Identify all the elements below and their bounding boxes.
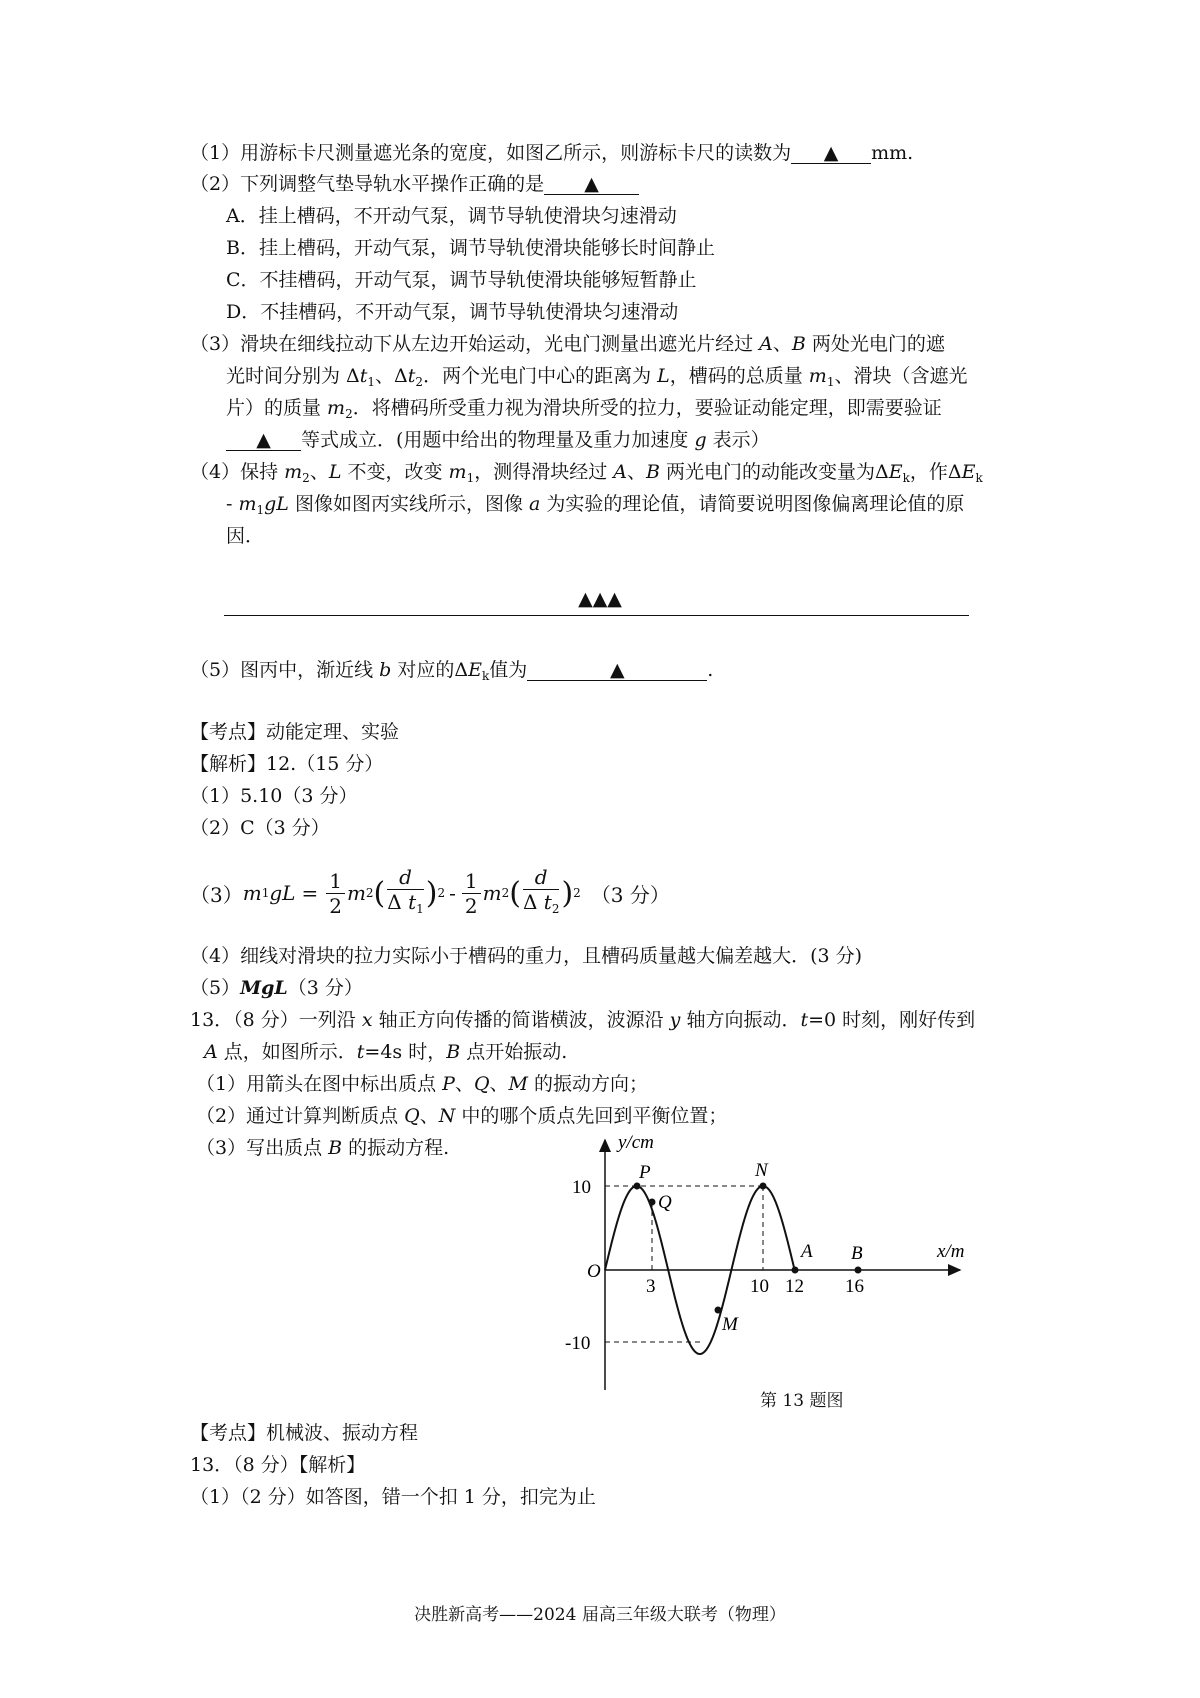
q12-part3-line4: ▲ 等式成立．(用题中给出的物理量及重力加速度 g 表示）: [226, 427, 770, 453]
q12-part4-line2: - $m_1gL$ 图像如图丙实线所示，图像 a 为实验的理论值，请简要说明图像偏离理论值的原: [226, 493, 965, 517]
point-a: [792, 1267, 799, 1274]
figure-caption: 第 13 题图: [760, 1391, 844, 1411]
q13-sub1: （1）用箭头在图中标出质点 P、Q、M 的振动方向；: [196, 1073, 649, 1095]
x-tick-16: 16: [845, 1276, 864, 1297]
q12-part4-line3: 因．: [226, 525, 265, 547]
y-axis-label: y/cm: [618, 1132, 654, 1153]
y-tick-10: 10: [572, 1177, 591, 1198]
option-a: A．挂上槽码，不开动气泵，调节导轨使滑块匀速滑动: [226, 205, 677, 227]
sol12-kaodian: 【考点】动能定理、实验: [190, 721, 400, 743]
point-n: [760, 1183, 767, 1190]
point-q: [649, 1199, 656, 1206]
label-p: P: [639, 1162, 651, 1183]
q12-part3-line3: 片）的质量 $m_2$．将槽码所受重力视为滑块所受的拉力，要验证动能定理，即需要验证: [226, 397, 942, 421]
q12-part2: （2）下列调整气垫导轨水平操作正确的是 ▲: [190, 171, 639, 197]
point-b: [855, 1267, 862, 1274]
sol12-a3-formula: （3） m 1 gL = $\frac{1}{2}$ m 2 ( $\frac{d}{\Delta t_1}$ ) 2 - $\frac{1}{2}$ m 2 ( $\frac{d}{\Delta t_2}$ ) 2 （3 分）: [190, 865, 670, 918]
sol12-jiexi: 【解析】12.（15 分）: [190, 753, 384, 775]
q12-part5: （5）图丙中，渐近线 b 对应的$\Delta E_k$值为 ▲ .: [190, 659, 714, 683]
q12-part4-line1: （4）保持 $m_2$、L 不变，改变 $m_1$，测得滑块经过 A、B 两光电门的动能改变量为$\Delta E_k$，作$\Delta E_k$: [190, 461, 983, 485]
q12-part3-line1: （3）滑块在细线拉动下从左边开始运动，光电门测量出遮光片经过 A、B 两处光电门的遮: [190, 333, 945, 355]
wave-figure: [560, 1130, 980, 1390]
q12-part3-line2: 光时间分别为 $\Delta t_1$、$\Delta t_2$．两个光电门中心的距离为 L，槽码的总质量 $m_1$、滑块（含遮光: [226, 365, 968, 389]
point-p: [634, 1183, 641, 1190]
label-a: A: [801, 1241, 813, 1262]
x-tick-12: 12: [785, 1276, 804, 1297]
point-m: [715, 1307, 722, 1314]
label-n: N: [755, 1160, 768, 1181]
q13-line2: A 点，如图所示．t=4s 时，B 点开始振动.: [204, 1041, 568, 1063]
y-tick-neg10: -10: [565, 1333, 591, 1354]
x-tick-3: 3: [646, 1276, 656, 1297]
sol12-a1: （1）5.10（3 分）: [190, 785, 358, 807]
q13-sub2: （2）通过计算判断质点 Q、N 中的哪个质点先回到平衡位置；: [196, 1105, 728, 1127]
label-m: M: [722, 1314, 738, 1335]
option-b: B．挂上槽码，开动气泵，调节导轨使滑块能够长时间静止: [226, 237, 715, 259]
q13-line1: 13．（8 分）一列沿 x 轴正方向传播的简谐横波，波源沿 y 轴方向振动．t=0 时刻，刚好传到: [190, 1009, 976, 1031]
option-d: D．不挂槽码，不开动气泵，调节导轨使滑块匀速滑动: [226, 301, 679, 323]
page-footer: 决胜新高考——2024 届高三年级大联考（物理）: [414, 1605, 786, 1625]
answer-blank: ▲: [527, 660, 707, 681]
sol12-a2: （2）C（3 分）: [190, 817, 330, 839]
label-q: Q: [658, 1192, 672, 1213]
sol12-a4: （4）细线对滑块的拉力实际小于槽码的重力，且槽码质量越大偏差越大．(3 分): [190, 945, 863, 967]
answer-blank: ▲: [791, 143, 871, 164]
x-axis-label: x/m: [937, 1241, 965, 1262]
answer-blank: ▲: [226, 430, 301, 451]
sol13-kaodian: 【考点】机械波、振动方程: [190, 1422, 419, 1444]
sol13-head: 13．（8 分）【解析】: [190, 1454, 366, 1476]
option-c: C．不挂槽码，开动气泵，调节导轨使滑块能够短暂静止: [226, 269, 697, 291]
answer-marks: ▲▲▲: [578, 588, 622, 610]
origin-label: O: [587, 1261, 601, 1282]
q13-sub3: （3）写出质点 B 的振动方程.: [196, 1137, 450, 1159]
sol12-a5: （5）MgL（3 分）: [190, 977, 363, 999]
label-b: B: [851, 1243, 863, 1264]
sol13-a1: （1）（2 分）如答图，错一个扣 1 分，扣完为止: [190, 1486, 596, 1508]
q12-part1: （1）用游标卡尺测量遮光条的宽度，如图乙所示，则游标卡尺的读数为 ▲ mm.: [190, 142, 914, 164]
answer-blank: ▲: [544, 174, 639, 195]
x-tick-10: 10: [750, 1276, 769, 1297]
answer-line: [224, 615, 969, 616]
